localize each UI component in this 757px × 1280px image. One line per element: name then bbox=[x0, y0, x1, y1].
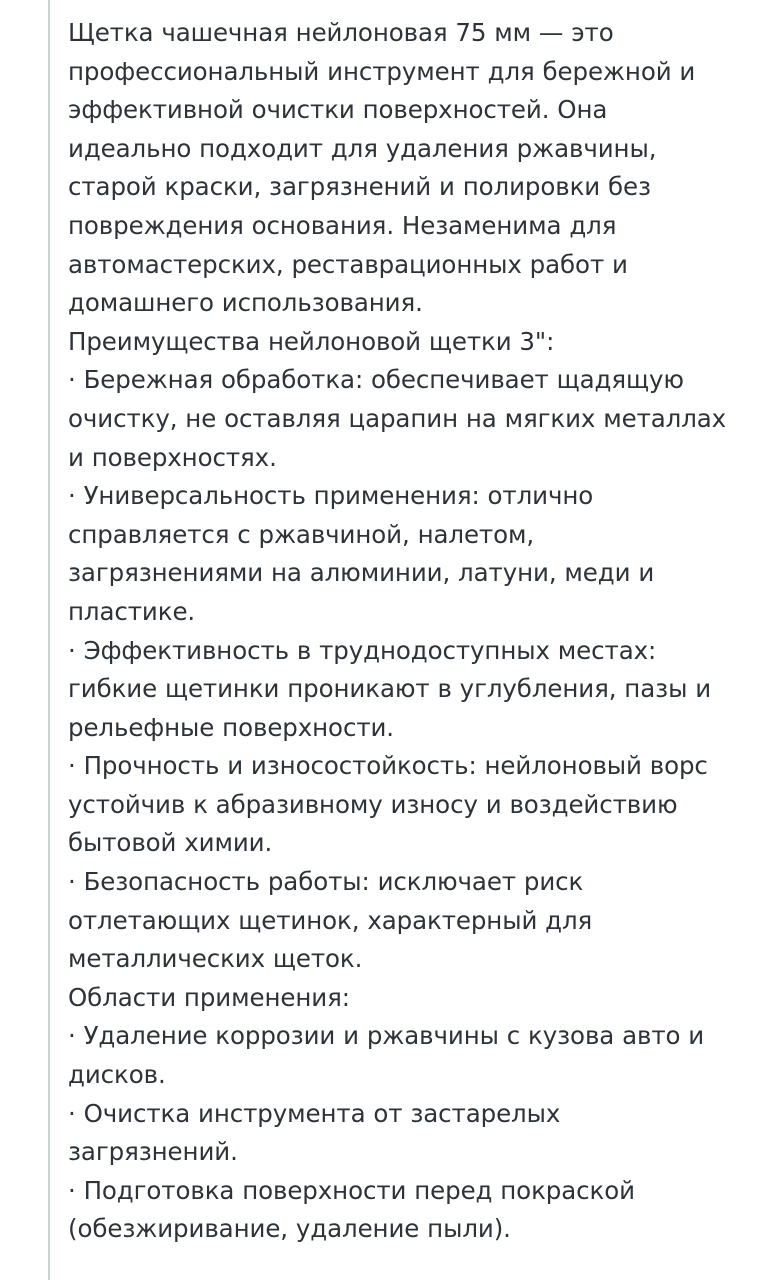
description-text-block bbox=[68, 0, 728, 1249]
application-item: · Удаление коррозии и ржавчины с кузова авто и дисков. bbox=[68, 1021, 705, 1090]
left-vertical-rule bbox=[48, 0, 50, 1280]
advantages-heading: Преимущества нейлоновой щетки 3": bbox=[68, 326, 555, 356]
description-paragraph: Щетка чашечная нейлоновая 75 мм — это профессиональный инструмент для бережной и эффективной очистки поверхностей. Она идеально подходит для удаления ржавчины, старой краски, загрязнений и полировки без повреждения основания. Незаменима для автомастерских, реставрационных работ и домашнего использования. bbox=[68, 18, 696, 318]
application-item: · Подготовка поверхности перед покраской (обезжиривание, удаление пыли). bbox=[68, 1175, 635, 1244]
applications-heading: Области применения: bbox=[68, 982, 350, 1012]
advantage-item: · Бережная обработка: обеспечивает щадящую очистку, не оставляя царапин на мягких металлах и поверхностях. bbox=[68, 365, 727, 472]
advantage-item: · Безопасность работы: исключает риск отлетающих щетинок, характерный для металлических щеток. bbox=[68, 867, 593, 974]
application-item: · Очистка инструмента от застарелых загрязнений. bbox=[68, 1098, 561, 1167]
advantage-item: · Универсальность применения: отлично справляется с ржавчиной, налетом, загрязнениями на алюминии, латуни, меди и пластике. bbox=[68, 481, 655, 626]
advantage-item: · Эффективность в труднодоступных местах: гибкие щетинки проникают в углубления, пазы и рельефные поверхности. bbox=[68, 635, 712, 742]
advantage-item: · Прочность и износостойкость: нейлоновый ворс устойчив к абразивному износу и воздействию бытовой химии. bbox=[68, 751, 708, 858]
